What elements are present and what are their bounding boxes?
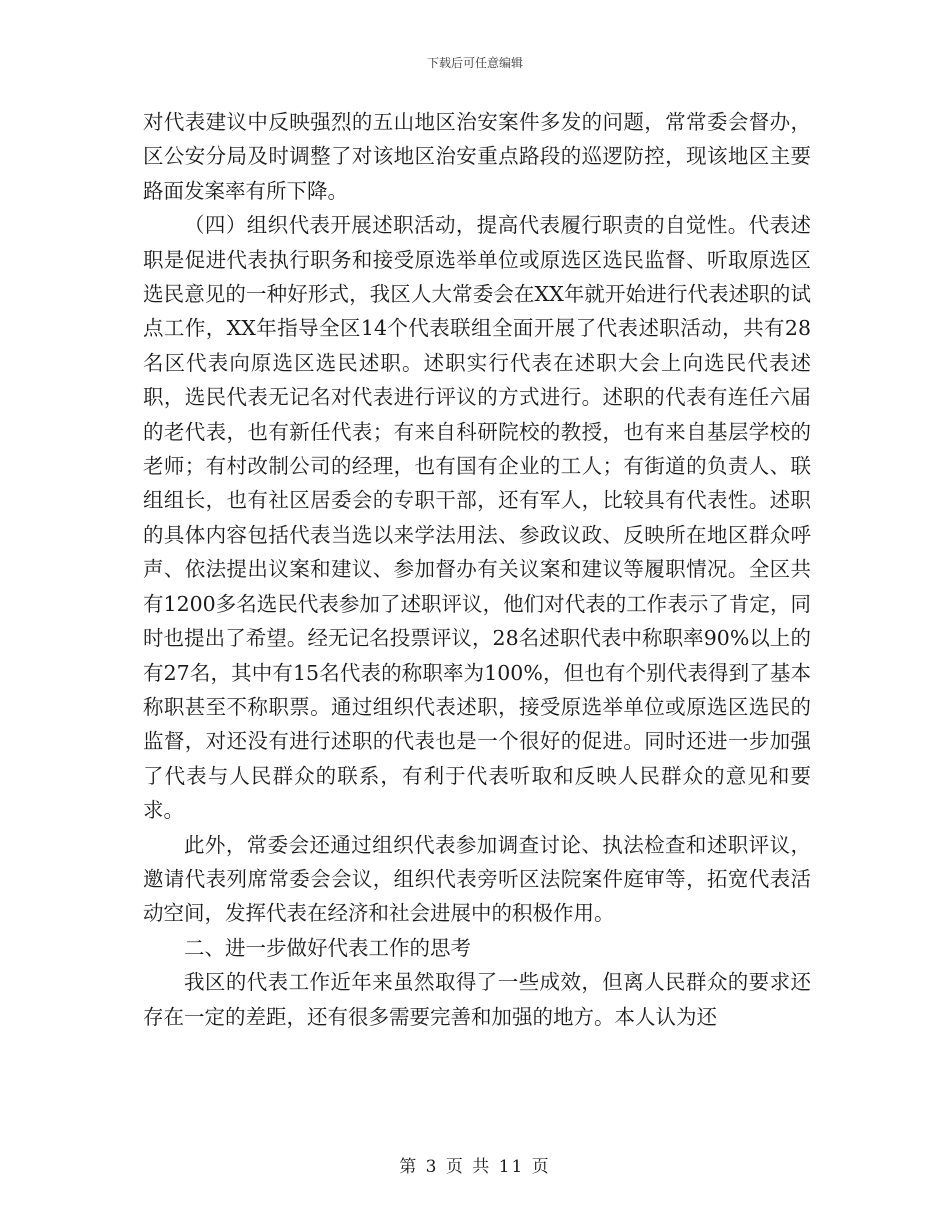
- page-header: 下载后可任意编辑: [426, 56, 523, 70]
- document-body: [143, 105, 811, 1034]
- paragraph: （四）组织代表开展述职活动，提高代表履行职责的自觉性。代表述职是促进代表执行职务和接受原选举单位或原选区选民监督、听取原选区选民意见的一种好形式，我区人大常委会在XX年就开始进行代表述职的试点工作，XX年指导全区14个代表联组全面开展了代表述职活动，共有28名区代表向原选区选民述职。述职实行代表在述职大会上向选民代表述职，选民代表无记名对代表进行评议的方式进行。述职的代表有连任六届的老代表，也有新任代表；有来自科研院校的教授，也有来自基层学校的老师；有村改制公司的经理，也有国有企业的工人；有街道的负责人、联组组长，也有社区居委会的专职干部，还有军人，比较具有代表性。述职的具体内容包括代表当选以来学法用法、参政议政、反映所在地区群众呼声、依法提出议案和建议、参加督办有关议案和建议等履职情况。全区共有1200多名选民代表参加了述职评议，他们对代表的工作表示了肯定，同时也提出了希望。经无记名投票评议，28名述职代表中称职率90%以上的有27名，其中有15名代表的称职率为100%，但也有个别代表得到了基本称职甚至不称职票。通过组织代表述职，接受原选举单位或原选区选民的监督，对还没有进行述职的代表也是一个很好的促进。同时还进一步加强了代表与人民群众的联系，有利于代表听取和反映人民群众的意见和要求。: [143, 213, 811, 823]
- paragraph: 此外，常委会还通过组织代表参加调查讨论、执法检查和述职评议，邀请代表列席常委会会议，组织代表旁听区法院案件庭审等，拓宽代表活动空间，发挥代表在经济和社会进展中的积极作用。: [143, 832, 811, 926]
- paragraph: 我区的代表工作近年来虽然取得了一些成效，但离人民群众的要求还存在一定的差距，还有很多需要完善和加强的地方。本人认为还: [143, 970, 811, 1029]
- paragraph: 对代表建议中反映强烈的五山地区治安案件多发的问题，常常委会督办，区公安分局及时调整了对该地区治安重点路段的巡逻防控，现该地区主要路面发案率有所下降。: [143, 110, 811, 203]
- page-number: 第 3 页 共 11 页: [399, 1157, 551, 1177]
- section-heading: 二、进一步做好代表工作的思考: [184, 935, 471, 960]
